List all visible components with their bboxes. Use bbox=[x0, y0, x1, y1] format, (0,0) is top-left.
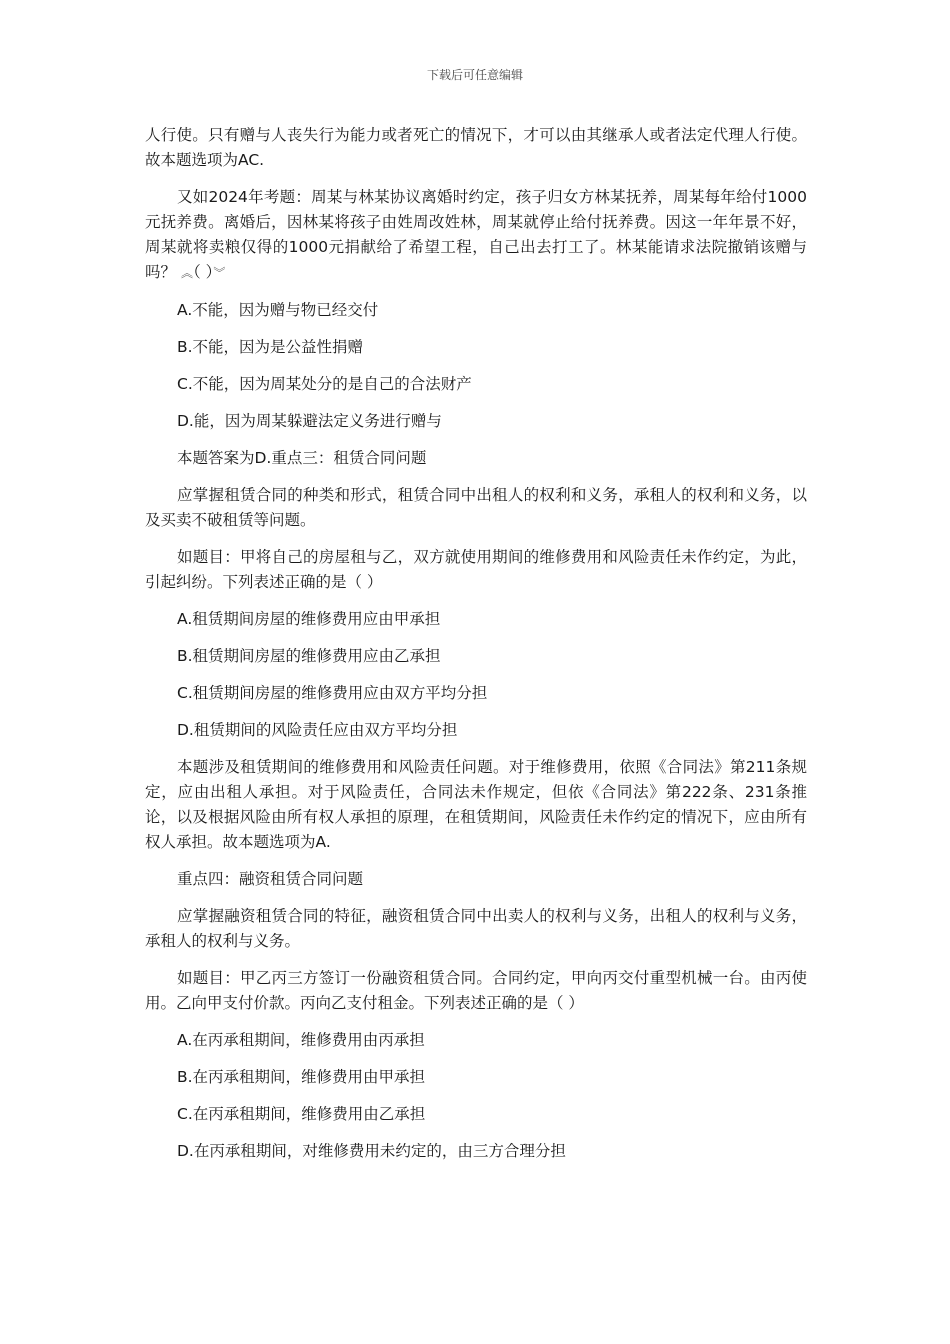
paragraph: 应掌握融资租赁合同的特征，融资租赁合同中出卖人的权利与义务，出租人的权利与义务，承租人的权利与义务。 bbox=[145, 907, 807, 950]
option: D.能，因为周某躲避法定义务进行赠与 bbox=[177, 412, 442, 430]
answer-blank: （ ） bbox=[192, 263, 214, 281]
question-paragraph bbox=[145, 185, 807, 286]
option: B.不能，因为是公益性捐赠 bbox=[177, 338, 364, 356]
page-header: 下载后可任意编辑 bbox=[426, 68, 523, 82]
answer-paragraph: 本题答案为D.重点三：租赁合同问题 bbox=[177, 449, 427, 467]
option: A.不能，因为赠与物已经交付 bbox=[177, 301, 379, 319]
option: C.在丙承租期间，维修费用由乙承担 bbox=[177, 1105, 426, 1123]
section-heading: 重点四：融资租赁合同问题 bbox=[177, 870, 364, 888]
option: A.在丙承租期间，维修费用由丙承担 bbox=[177, 1031, 425, 1049]
question-paragraph: 如题目：甲乙丙三方签订一份融资租赁合同。合同约定，甲向丙交付重型机械一台。由丙使用。乙向甲支付价款。丙向乙支付租金。下列表述正确的是（ ） bbox=[145, 969, 807, 1012]
option: D.在丙承租期间，对维修费用未约定的，由三方合理分担 bbox=[177, 1142, 566, 1160]
option: A.租赁期间房屋的维修费用应由甲承担 bbox=[177, 610, 441, 628]
option: C.租赁期间房屋的维修费用应由双方平均分担 bbox=[177, 684, 488, 702]
option: B.在丙承租期间，维修费用由甲承担 bbox=[177, 1068, 426, 1086]
question-text: 又如2024年考题：周某与林某协议离婚时约定，孩子归女方林某抚养，周某每年给付1000元抚养费。离婚后，因林某将孩子由姓周改姓林，周某就停止给付抚养费。因这一年年景不好，周某就将卖粮仅得的1000元捐献给了希望工程，自己出去打工了。林某能请求法院撤销该赠与吗？ bbox=[145, 188, 807, 281]
question-paragraph: 如题目：甲将自己的房屋租与乙，双方就使用期间的维修费用和风险责任未作约定，为此，引起纠纷。下列表述正确的是（ ） bbox=[145, 548, 807, 591]
document-body bbox=[145, 123, 807, 1176]
explanation-paragraph: 本题涉及租赁期间的维修费用和风险责任问题。对于维修费用，依照《合同法》第211条规定，应由出租人承担。对于风险责任，合同法未作规定，但依《合同法》第222条、231条推论，以及根据风险由所有权人承担的原理，在租赁期间，风险责任未作约定的情况下，应由所有权人承担。故本题选项为A. bbox=[145, 758, 807, 851]
double-chevron-down-icon: ︾ bbox=[213, 266, 226, 280]
paragraph: 应掌握租赁合同的种类和形式，租赁合同中出租人的权利和义务，承租人的权利和义务，以及买卖不破租赁等问题。 bbox=[145, 486, 807, 529]
option: C.不能，因为周某处分的是自己的合法财产 bbox=[177, 375, 472, 393]
option: B.租赁期间房屋的维修费用应由乙承担 bbox=[177, 647, 441, 665]
option: D.租赁期间的风险责任应由双方平均分担 bbox=[177, 721, 458, 739]
double-chevron-up-icon: ︽ bbox=[180, 266, 193, 280]
paragraph: 人行使。只有赠与人丧失行为能力或者死亡的情况下，才可以由其继承人或者法定代理人行使。故本题选项为AC. bbox=[145, 126, 807, 169]
